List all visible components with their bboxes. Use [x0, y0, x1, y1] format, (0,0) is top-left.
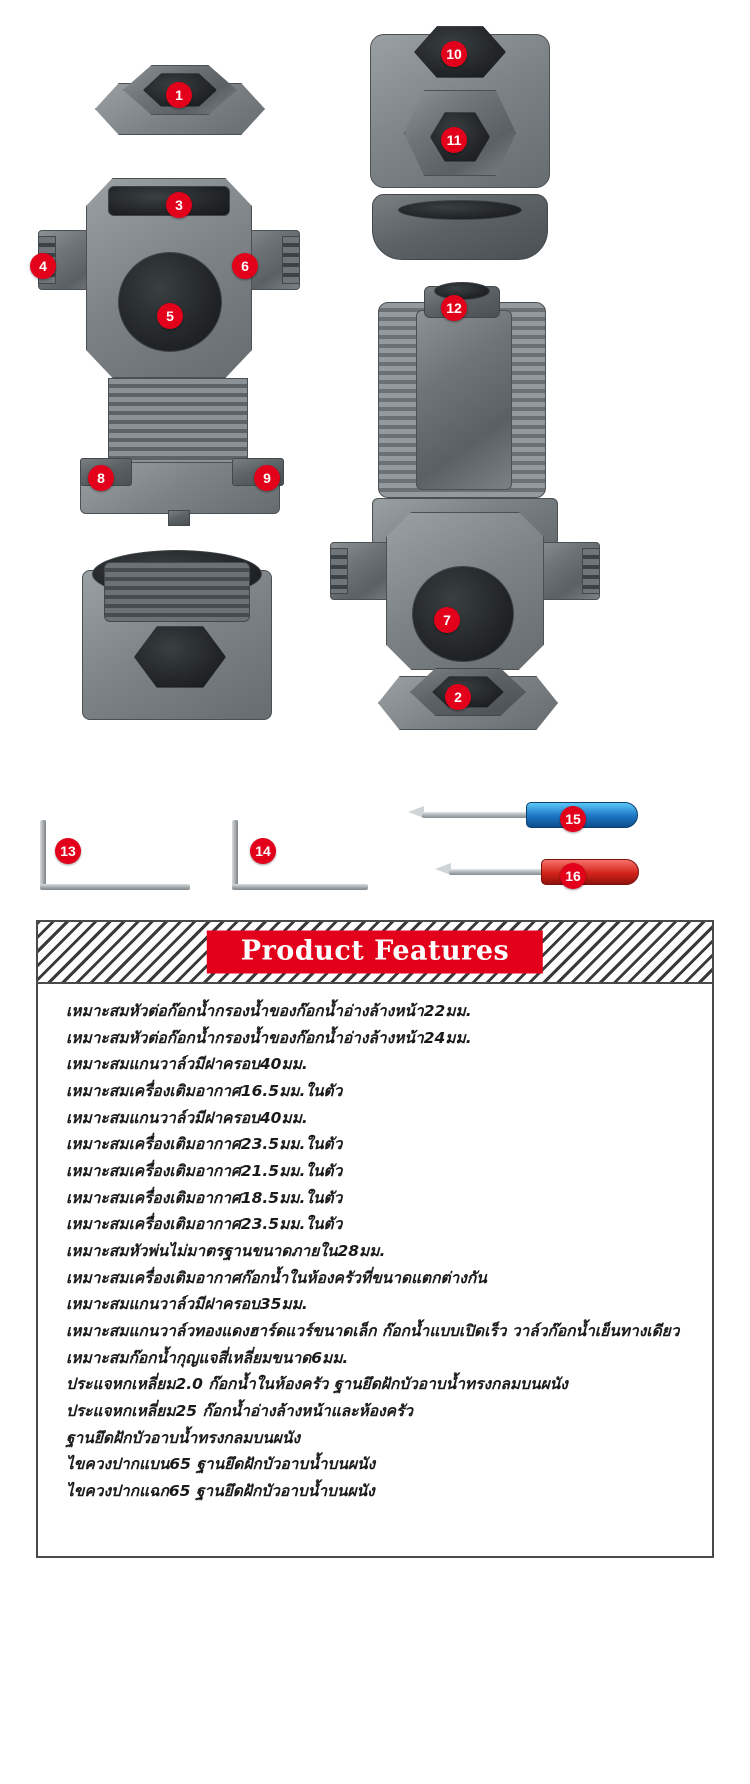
tools-row — [0, 790, 750, 920]
part-callout-2: 2 — [445, 684, 471, 710]
lower-cross-right-teeth — [582, 548, 600, 594]
feature-item: ไขควงปากแฉก65 ฐานยึดฝักบัวอาบน้ำบนผนัง — [66, 1481, 375, 1500]
part-callout-12: 12 — [441, 295, 467, 321]
exploded-parts-diagram — [0, 0, 750, 790]
feature-item: เหมาะสมหัวพ่นไม่มาตรฐานขนาดภายใน28มม. — [66, 1241, 386, 1260]
feature-item: เหมาะสมหัวต่อก๊อกน้ำกรองน้ำของก๊อกน้ำอ่างล้างหน้า22มม. — [66, 1002, 472, 1020]
product-features-header — [38, 922, 712, 984]
feature-item: เหมาะสมเครื่องเติมอากาศ18.5มม.ในตัว — [66, 1188, 343, 1207]
part-callout-11: 11 — [441, 127, 467, 153]
cross-body-front-socket — [118, 252, 222, 352]
product-features-panel — [36, 920, 714, 1558]
screwdriver-flat — [435, 855, 639, 889]
feature-item: เหมาะสมแกนวาล์วมีฝาครอบ40มม. — [66, 1108, 308, 1127]
lower-cross-front-socket — [412, 566, 514, 662]
screwdriver-phillips — [408, 798, 638, 832]
part-threaded-collar — [72, 378, 290, 528]
screwdriver-flat-handle — [541, 859, 639, 885]
feature-item: เหมาะสมหัวต่อก๊อกน้ำกรองน้ำของก๊อกน้ำอ่างล้างหน้า24มม. — [66, 1028, 472, 1047]
screwdriver-phillips-shaft — [422, 812, 530, 818]
feature-item: เหมาะสมเครื่องเติมอากาศก๊อกน้ำในห้องครัวที่ขนาดแตกต่างกัน — [66, 1268, 487, 1287]
allen-key-small-long-leg — [40, 884, 190, 890]
feature-item: ประแจหกเหลี่ยม25 ก๊อกน้ำอ่างล้างหน้าและห้องครัว — [66, 1401, 413, 1420]
feature-item: เหมาะสมแกนวาล์วมีฝาครอบ35มม. — [66, 1295, 308, 1314]
part-callout-4: 4 — [30, 253, 56, 279]
part-split-ring — [372, 194, 548, 266]
part-callout-6: 6 — [232, 253, 258, 279]
feature-item: เหมาะสมก๊อกน้ำกุญแจสี่เหลี่ยมขนาด6มม. — [66, 1348, 349, 1367]
ribbed-barrel-panel — [416, 310, 512, 490]
part-callout-1: 1 — [166, 82, 192, 108]
part-callout-8: 8 — [88, 465, 114, 491]
product-features-title: Product Features — [207, 931, 543, 974]
allen-key-small-short-leg — [40, 820, 46, 890]
part-callout-3: 3 — [166, 192, 192, 218]
allen-key-large-long-leg — [232, 884, 368, 890]
part-callout-10: 10 — [441, 41, 467, 67]
part-lower-barrel — [82, 550, 272, 722]
part-callout-5: 5 — [157, 303, 183, 329]
tool-callout-15: 15 — [560, 806, 586, 832]
feature-item: ไขควงปากแบน65 ฐานยึดฝักบัวอาบน้ำบนผนัง — [66, 1455, 376, 1474]
part-lower-cross-socket — [330, 498, 600, 670]
feature-item: เหมาะสมเครื่องเติมอากาศ23.5มม.ในตัว — [66, 1215, 343, 1234]
lower-cross-left-teeth — [330, 548, 348, 594]
screwdriver-flat-shaft — [449, 869, 545, 875]
feature-item: เหมาะสมเครื่องเติมอากาศ23.5มม.ในตัว — [66, 1135, 343, 1154]
feature-item: เหมาะสมแกนวาล์วมีฝาครอบ40มม. — [66, 1055, 308, 1074]
tool-callout-13: 13 — [55, 838, 81, 864]
split-ring-slot — [398, 200, 522, 220]
feature-item: ประแจหกเหลี่ยม2.0 ก๊อกน้ำในห้องครัว ฐานยึดฝักบัวอาบน้ำทรงกลมบนผนัง — [66, 1375, 568, 1394]
allen-key-large-short-leg — [232, 820, 238, 890]
feature-item: เหมาะสมเครื่องเติมอากาศ16.5มม.ในตัว — [66, 1081, 343, 1100]
part-callout-7: 7 — [434, 607, 460, 633]
feature-item: เหมาะสมแกนวาล์วทองแดงฮาร์ดแวร์ขนาดเล็ก ก๊อกน้ำแบบเปิดเร็ว วาล์วก๊อกน้ำเย็นทางเดียว — [66, 1321, 680, 1340]
collar-threads — [108, 378, 248, 470]
feature-item: เหมาะสมเครื่องเติมอากาศ21.5มม.ในตัว — [66, 1161, 343, 1180]
tool-callout-14: 14 — [250, 838, 276, 864]
lower-barrel-inner-thread — [104, 562, 250, 622]
collar-bottom-tab — [168, 510, 190, 526]
tool-callout-16: 16 — [560, 863, 586, 889]
cross-body-right-teeth — [282, 236, 300, 284]
feature-item: ฐานยึดฝักบัวอาบน้ำทรงกลมบนผนัง — [66, 1428, 301, 1447]
product-features-list — [38, 984, 712, 1504]
part-callout-9: 9 — [254, 465, 280, 491]
